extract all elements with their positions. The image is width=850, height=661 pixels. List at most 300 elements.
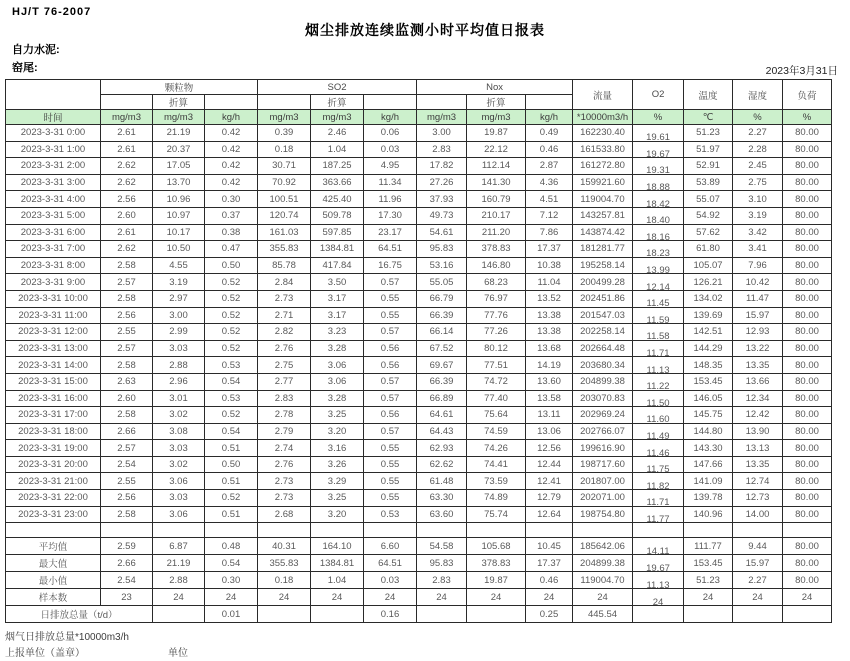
value-cell: 0.54 [205,373,258,390]
value-cell: 2.97 [153,290,205,307]
summary-cell [733,606,783,623]
value-cell: 2.78 [258,407,311,424]
value-cell: 198717.60 [573,456,633,473]
value-cell: 202766.07 [573,423,633,440]
value-cell: 18.42 [633,191,684,208]
value-cell: 2.58 [101,506,153,523]
flow-header: 流量 [573,80,633,110]
value-cell: 80.00 [783,191,832,208]
value-cell: 37.93 [417,191,467,208]
summary-cell [783,606,832,623]
value-cell: 17.30 [364,207,417,224]
value-cell: 2.58 [101,407,153,424]
summary-cell: 19.87 [467,572,526,589]
table-row [6,407,832,424]
unit-cell: % [733,110,783,125]
summary-table [5,537,832,623]
summary-row [6,606,832,623]
value-cell: 10.96 [153,191,205,208]
value-cell: 0.56 [364,357,417,374]
value-cell: 10.17 [153,224,205,241]
value-cell: 3.25 [311,407,364,424]
unit-cell: mg/m3 [258,110,311,125]
value-cell: 201547.03 [573,307,633,324]
value-cell: 425.40 [311,191,364,208]
value-cell: 2.46 [311,125,364,142]
value-cell: 195258.14 [573,257,633,274]
value-cell: 0.55 [364,440,417,457]
value-cell: 3.03 [153,340,205,357]
value-cell: 23.17 [364,224,417,241]
value-cell: 2.60 [101,390,153,407]
value-cell: 3.19 [733,207,783,224]
table-row [6,490,832,507]
value-cell: 3.41 [733,241,783,258]
value-cell: 21.19 [153,125,205,142]
value-cell: 3.17 [311,290,364,307]
value-cell: 2.73 [258,290,311,307]
value-cell: 3.06 [153,506,205,523]
value-cell: 80.00 [783,423,832,440]
value-cell: 0.52 [205,324,258,341]
time-cell: 2023-3-31 6:00 [6,224,101,241]
table-row [6,423,832,440]
value-cell: 203680.34 [573,357,633,374]
value-cell: 13.38 [526,324,573,341]
blank-cell [526,95,573,110]
value-cell: 2.56 [101,490,153,507]
table-row [6,390,832,407]
value-cell: 22.12 [467,141,526,158]
table-row [6,290,832,307]
value-cell: 80.00 [783,373,832,390]
value-cell: 0.56 [364,407,417,424]
value-cell: 3.28 [311,390,364,407]
value-cell: 2.83 [258,390,311,407]
value-cell: 54.92 [684,207,733,224]
value-cell: 51.23 [684,125,733,142]
value-cell: 3.50 [311,274,364,291]
value-cell: 2.54 [101,456,153,473]
table-row [6,440,832,457]
value-cell: 3.03 [153,440,205,457]
value-cell: 55.05 [417,274,467,291]
value-cell: 0.55 [364,456,417,473]
summary-cell: 51.23 [684,572,733,589]
time-cell: 2023-3-31 3:00 [6,174,101,191]
summary-label: 最大值 [6,555,101,572]
value-cell: 74.41 [467,456,526,473]
value-cell: 77.40 [467,390,526,407]
value-cell: 13.90 [733,423,783,440]
value-cell: 2.99 [153,324,205,341]
summary-cell: 105.68 [467,538,526,555]
summary-cell: 1384.81 [311,555,364,572]
summary-cell: 185642.06 [573,538,633,555]
value-cell: 161272.80 [573,158,633,175]
value-cell: 77.51 [467,357,526,374]
value-cell: 3.28 [311,340,364,357]
value-cell: 140.96 [684,506,733,523]
value-cell: 597.85 [311,224,364,241]
value-cell: 509.78 [311,207,364,224]
value-cell: 11.60 [633,407,684,424]
value-cell: 11.34 [364,174,417,191]
location-label: 窑尾: [12,62,38,74]
value-cell: 363.66 [311,174,364,191]
value-cell: 162230.40 [573,125,633,142]
value-cell: 74.59 [467,423,526,440]
value-cell: 141.30 [467,174,526,191]
value-cell: 4.55 [153,257,205,274]
value-cell: 4.51 [526,191,573,208]
value-cell: 13.35 [733,456,783,473]
summary-cell [633,606,684,623]
value-cell: 73.59 [467,473,526,490]
summary-cell: 355.83 [258,555,311,572]
summary-cell: 24 [573,589,633,606]
value-cell: 0.52 [205,307,258,324]
summary-label: 日排放总量（t/d） [6,606,153,623]
value-cell: 2.76 [258,340,311,357]
table-row [6,473,832,490]
summary-cell: 24 [311,589,364,606]
value-cell: 7.96 [733,257,783,274]
value-cell: 12.44 [526,456,573,473]
value-cell: 0.51 [205,506,258,523]
value-cell: 0.46 [526,141,573,158]
time-cell: 2023-3-31 8:00 [6,257,101,274]
time-cell: 2023-3-31 15:00 [6,373,101,390]
value-cell: 203070.83 [573,390,633,407]
value-cell: 3.03 [153,490,205,507]
unit-cell: kg/h [205,110,258,125]
value-cell: 2.76 [258,456,311,473]
value-cell: 0.52 [205,340,258,357]
nox-group-header: Nox [417,80,573,95]
value-cell: 146.05 [684,390,733,407]
summary-cell: 0.48 [205,538,258,555]
table-row [6,257,832,274]
summary-cell: 2.66 [101,555,153,572]
summary-row [6,572,832,589]
value-cell: 2.71 [258,307,311,324]
value-cell: 11.75 [633,456,684,473]
value-cell: 2.55 [101,324,153,341]
summary-cell: 119004.70 [573,572,633,589]
value-cell: 80.00 [783,141,832,158]
summary-cell: 0.18 [258,572,311,589]
value-cell: 0.52 [205,490,258,507]
value-cell: 4.95 [364,158,417,175]
value-cell: 15.97 [733,307,783,324]
value-cell: 144.80 [684,423,733,440]
unit-cell: *10000m3/h [573,110,633,125]
table-row [6,324,832,341]
summary-cell: 40.31 [258,538,311,555]
summary-row [6,555,832,572]
value-cell: 12.64 [526,506,573,523]
table-row [6,125,832,142]
summary-cell: 24 [633,589,684,606]
blank-cell [364,95,417,110]
units-header-row [6,110,832,125]
value-cell: 80.00 [783,340,832,357]
summary-label: 最小值 [6,572,101,589]
value-cell: 13.35 [733,357,783,374]
value-cell: 0.55 [364,307,417,324]
table-row [6,158,832,175]
unit-cell: % [783,110,832,125]
reporting-unit-label: 上报单位（盖章） [5,648,85,659]
value-cell: 3.00 [417,125,467,142]
summary-cell: 6.60 [364,538,417,555]
summary-cell: 24 [733,589,783,606]
value-cell: 0.42 [205,174,258,191]
value-cell: 80.00 [783,274,832,291]
value-cell: 12.56 [526,440,573,457]
time-cell: 2023-3-31 22:00 [6,490,101,507]
value-cell: 0.51 [205,473,258,490]
value-cell: 211.20 [467,224,526,241]
value-cell: 80.00 [783,125,832,142]
table-row [6,207,832,224]
value-cell: 0.30 [205,191,258,208]
time-cell: 2023-3-31 4:00 [6,191,101,208]
value-cell: 13.60 [526,373,573,390]
value-cell: 2.58 [101,290,153,307]
value-cell: 0.53 [364,506,417,523]
value-cell: 139.69 [684,307,733,324]
standard-number: HJ/T 76-2007 [12,6,92,18]
time-cell: 2023-3-31 21:00 [6,473,101,490]
summary-cell: 80.00 [783,538,832,555]
value-cell: 0.52 [205,407,258,424]
value-cell: 161533.80 [573,141,633,158]
value-cell: 80.00 [783,456,832,473]
value-cell: 70.92 [258,174,311,191]
value-cell: 2.87 [526,158,573,175]
time-cell: 2023-3-31 14:00 [6,357,101,374]
summary-cell: 2.83 [417,572,467,589]
summary-cell: 95.83 [417,555,467,572]
value-cell: 80.00 [783,390,832,407]
summary-cell: 24 [153,589,205,606]
value-cell: 378.83 [467,241,526,258]
value-cell: 80.00 [783,324,832,341]
value-cell: 0.42 [205,125,258,142]
company-label: 自力水泥: [12,44,60,56]
value-cell: 77.26 [467,324,526,341]
value-cell: 120.74 [258,207,311,224]
value-cell: 64.61 [417,407,467,424]
value-cell: 13.70 [153,174,205,191]
table-row [6,241,832,258]
value-cell: 13.13 [733,440,783,457]
value-cell: 3.25 [311,490,364,507]
value-cell: 30.71 [258,158,311,175]
value-cell: 3.08 [153,423,205,440]
time-cell: 2023-3-31 18:00 [6,423,101,440]
table-row [6,456,832,473]
value-cell: 2.57 [101,440,153,457]
value-cell: 52.91 [684,158,733,175]
value-cell: 0.55 [364,473,417,490]
time-cell: 2023-3-31 0:00 [6,125,101,142]
value-cell: 210.17 [467,207,526,224]
value-cell: 19.31 [633,158,684,175]
value-cell: 11.77 [633,506,684,523]
value-cell: 80.00 [783,174,832,191]
value-cell: 66.39 [417,307,467,324]
value-cell: 80.00 [783,490,832,507]
value-cell: 12.42 [733,407,783,424]
value-cell: 143.30 [684,440,733,457]
summary-cell [684,606,733,623]
summary-cell: 24 [684,589,733,606]
value-cell: 146.80 [467,257,526,274]
value-cell: 0.55 [364,490,417,507]
value-cell: 76.97 [467,290,526,307]
value-cell: 2.61 [101,141,153,158]
summary-cell: 6.87 [153,538,205,555]
value-cell: 1.04 [311,141,364,158]
value-cell: 74.72 [467,373,526,390]
value-cell: 0.52 [205,274,258,291]
value-cell: 62.93 [417,440,467,457]
value-cell: 181281.77 [573,241,633,258]
value-cell: 57.62 [684,224,733,241]
value-cell: 11.58 [633,324,684,341]
value-cell: 0.47 [205,241,258,258]
value-cell: 19.67 [633,141,684,158]
value-cell: 80.00 [783,407,832,424]
summary-label: 平均值 [6,538,101,555]
value-cell: 3.02 [153,456,205,473]
value-cell: 0.57 [364,423,417,440]
value-cell: 19.87 [467,125,526,142]
summary-cell: 17.37 [526,555,573,572]
value-cell: 3.16 [311,440,364,457]
value-cell: 13.99 [633,257,684,274]
value-cell: 2.58 [101,357,153,374]
value-cell: 2.73 [258,490,311,507]
value-cell: 95.83 [417,241,467,258]
temp-header: 温度 [684,80,733,110]
time-cell: 2023-3-31 11:00 [6,307,101,324]
value-cell: 75.74 [467,506,526,523]
value-cell: 202969.24 [573,407,633,424]
value-cell: 143257.81 [573,207,633,224]
value-cell: 126.21 [684,274,733,291]
value-cell: 18.88 [633,174,684,191]
summary-cell: 204899.38 [573,555,633,572]
so2-converted-header: 折算 [311,95,364,110]
value-cell: 17.82 [417,158,467,175]
unit-cell: mg/m3 [467,110,526,125]
value-cell: 3.17 [311,307,364,324]
table-row [6,191,832,208]
value-cell: 3.10 [733,191,783,208]
summary-cell [258,606,311,623]
value-cell: 80.12 [467,340,526,357]
summary-cell: 1.04 [311,572,364,589]
value-cell: 198754.80 [573,506,633,523]
value-cell: 3.29 [311,473,364,490]
value-cell: 0.57 [364,390,417,407]
summary-cell: 24 [417,589,467,606]
unit-cell: mg/m3 [153,110,205,125]
time-cell: 2023-3-31 12:00 [6,324,101,341]
value-cell: 0.56 [364,340,417,357]
value-cell: 64.43 [417,423,467,440]
time-column-header: 时间 [6,110,101,125]
summary-cell: 153.45 [684,555,733,572]
summary-cell: 0.01 [205,606,258,623]
value-cell: 199616.90 [573,440,633,457]
value-cell: 11.49 [633,423,684,440]
summary-cell: 24 [205,589,258,606]
blank-cell [101,95,153,110]
value-cell: 2.62 [101,241,153,258]
value-cell: 2.75 [258,357,311,374]
value-cell: 66.79 [417,290,467,307]
value-cell: 13.06 [526,423,573,440]
value-cell: 145.75 [684,407,733,424]
time-cell: 2023-3-31 5:00 [6,207,101,224]
value-cell: 3.19 [153,274,205,291]
value-cell: 80.00 [783,473,832,490]
report-date: 2023年3月31日 [765,65,838,77]
value-cell: 112.14 [467,158,526,175]
value-cell: 417.84 [311,257,364,274]
value-cell: 2.73 [258,473,311,490]
value-cell: 11.47 [733,290,783,307]
value-cell: 80.00 [783,290,832,307]
summary-cell: 2.54 [101,572,153,589]
value-cell: 18.40 [633,207,684,224]
corner-cell [6,80,101,110]
summary-cell: 24 [467,589,526,606]
value-cell: 11.50 [633,390,684,407]
summary-cell: 14.11 [633,538,684,555]
value-cell: 2.61 [101,125,153,142]
value-cell: 0.18 [258,141,311,158]
value-cell: 0.52 [205,290,258,307]
value-cell: 0.51 [205,440,258,457]
summary-cell: 64.51 [364,555,417,572]
value-cell: 187.25 [311,158,364,175]
value-cell: 202071.00 [573,490,633,507]
value-cell: 153.45 [684,373,733,390]
value-cell: 11.22 [633,373,684,390]
value-cell: 0.50 [205,456,258,473]
unit-cell: mg/m3 [311,110,364,125]
table-row [6,141,832,158]
table-row [6,224,832,241]
summary-cell [153,606,205,623]
value-cell: 2.57 [101,274,153,291]
value-cell: 7.12 [526,207,573,224]
summary-cell: 0.16 [364,606,417,623]
blank-cell [205,95,258,110]
summary-cell [467,606,526,623]
value-cell: 17.05 [153,158,205,175]
value-cell: 14.19 [526,357,573,374]
time-cell: 2023-3-31 1:00 [6,141,101,158]
value-cell: 10.97 [153,207,205,224]
value-cell: 2.56 [101,307,153,324]
